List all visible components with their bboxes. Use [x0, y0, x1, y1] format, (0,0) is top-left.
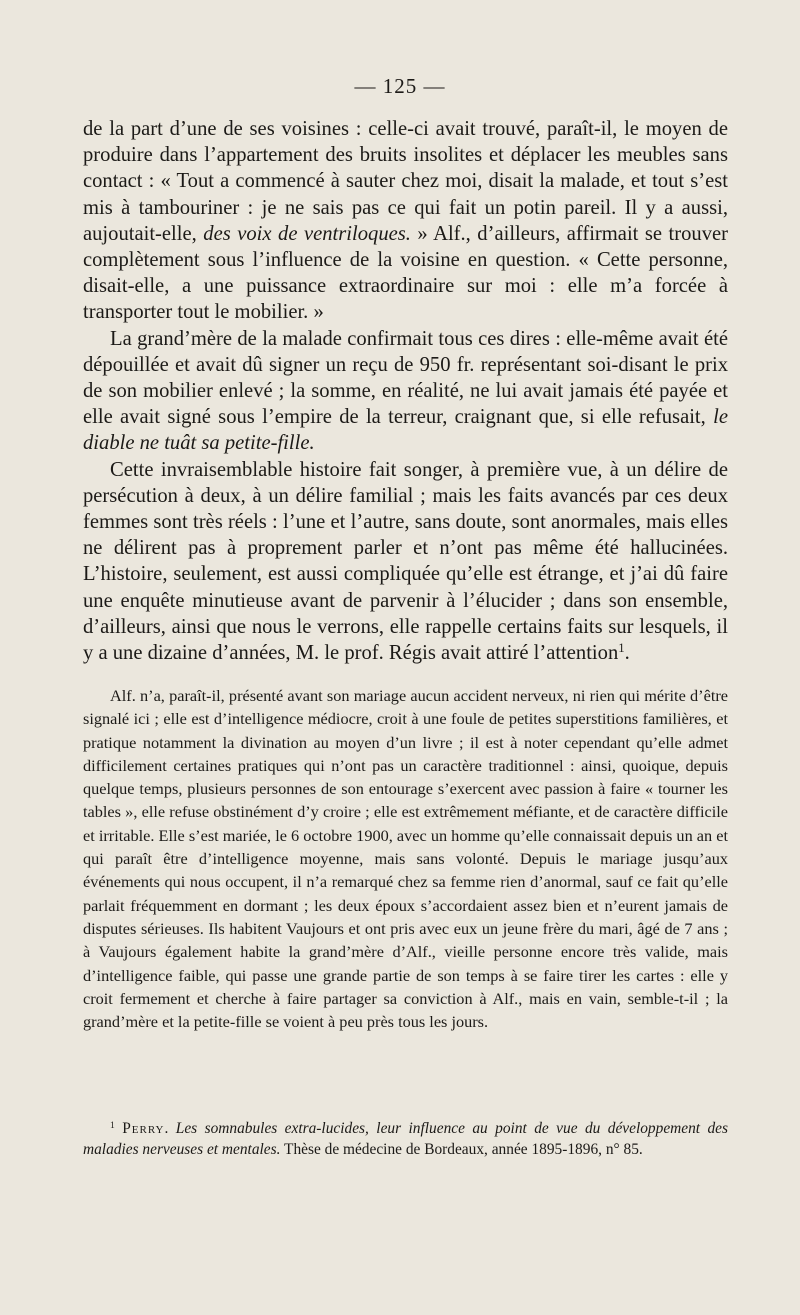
paragraph-1-text: de la part d’une de ses voisines : celle-ci avait trouvé, paraît-il, le moyen de produire dans l’appartement des bruits insolites et déplacer les meubles sans contact : « Tout a commencé à sauter chez moi, disait la malade, et tout s’est mis à tambouriner : je ne sais pas ce qui fait un potin pareil. Il y a aussi, aujoutait-elle, [83, 118, 728, 245]
paragraph-1-italic: des voix de ventriloques. [203, 222, 411, 245]
footnote-number: 1 [110, 1119, 115, 1131]
main-text [83, 116, 728, 666]
paragraph-3-end: . [624, 642, 630, 665]
footnote-details: Thèse de médecine de Bordeaux, année 1895-1896, n° 85. [280, 1141, 643, 1158]
observation-text: Alf. n’a, paraît-il, présenté avant son mariage aucun accident nerveux, ni rien qui mérite d’être signalé ici ; elle est d’intelligence médiocre, croit à une foule de petites superstitions familières, et pratique notamment la divination au moyen d’un livre ; il est à noter cependant qu’elle admet difficilement certaines pratiques qui n’ont pas un caractère traditionnel : ainsi, quoique, depuis quelque temps, plusieurs personnes de son entourage s’exercent avec passion à faire « tourner les tables », elle refuse obstinément d’y croire ; elle est extrêmement méfiante, et de caractère difficile et irritable. Elle s’est mariée, le 6 octobre 1900, avec un homme qu’elle connaissait depuis un an et qui paraît être d’intelligence moyenne, mais sans volonté. Depuis le mariage jusqu’aux événements qui nous occupent, il n’a remarqué chez sa femme rien d’anormal, sauf ce fait qu’elle parlait fréquemment en dormant ; les deux époux s’accordaient assez bien et n’eurent jamais de disputes sérieuses. Ils habitent Vaujours et ont pris avec eux un jeune frère du mari, âgé de 7 ans ; à Vaujours également habite la grand’mère d’Alf., vieille personne encore très valide, mais d’intelligence faible, qui passe une grande partie de son temps à se faire tirer les cartes : elle y croit fermement et cherche à faire partager sa conviction à Alf., mais en vain, semble-t-il ; la grand’mère et la petite-fille se voient à peu près tous les jours. [83, 686, 728, 1032]
paragraph-2 [83, 326, 728, 457]
footnote-author: Perry [122, 1120, 165, 1137]
footnote-reference[interactable]: 1 [618, 641, 625, 656]
paragraph-1-text-end: » Alf., d’ailleurs, affirmait se trouver complètement sous l’influence de la voisine en question. « Cette personne, disait-elle, a une puissance extraordinaire sur moi : elle m’a forcée à transporter tout le mobilier. » [83, 222, 729, 324]
footnote [83, 1118, 728, 1160]
footnote-text [83, 1118, 728, 1160]
paragraph-2-italic: le diable ne tuât sa petite-fille. [83, 406, 728, 455]
page-number: — 125 — [354, 74, 446, 98]
paragraph-3 [83, 457, 728, 667]
footnote-title: Les somnabules extra-lucides, leur influence au point de vue du développement des maladies nerveuses et mentales. [83, 1120, 729, 1158]
observation-block [83, 684, 728, 1033]
footnote-separator: . [164, 1120, 176, 1137]
paragraph-3-text: Cette invraisemblable histoire fait songer, à première vue, à un délire de persécution à deux, à un délire familial ; mais les faits avancés par ces deux femmes sont très réels : l’une et l’autre, sans doute, sont anormales, mais elles ne délirent pas à proprement parler et n’ont pas même été hallucinées. L’histoire, seulement, est aussi compliquée qu’elle est étrange, et j’ai dû faire une enquête minutieuse avant de parvenir à l’élucider ; dans son ensemble, d’ailleurs, ainsi que nous le verrons, elle rappelle certains faits sur lesquels, il y a une dizaine d’années, M. le prof. Régis avait attiré l’attention [83, 458, 728, 665]
paragraph-2-text: La grand’mère de la malade confirmait tous ces dires : elle-même avait été dépouillée et avait dû signer un reçu de 950 fr. représentant soi-disant le prix de son mobilier enlevé ; la somme, en réalité, ne lui avait jamais été payée et elle avait signé sous l’empire de la terreur, craignant que, si elle refusait, [83, 327, 728, 429]
paragraph-1 [83, 116, 728, 326]
